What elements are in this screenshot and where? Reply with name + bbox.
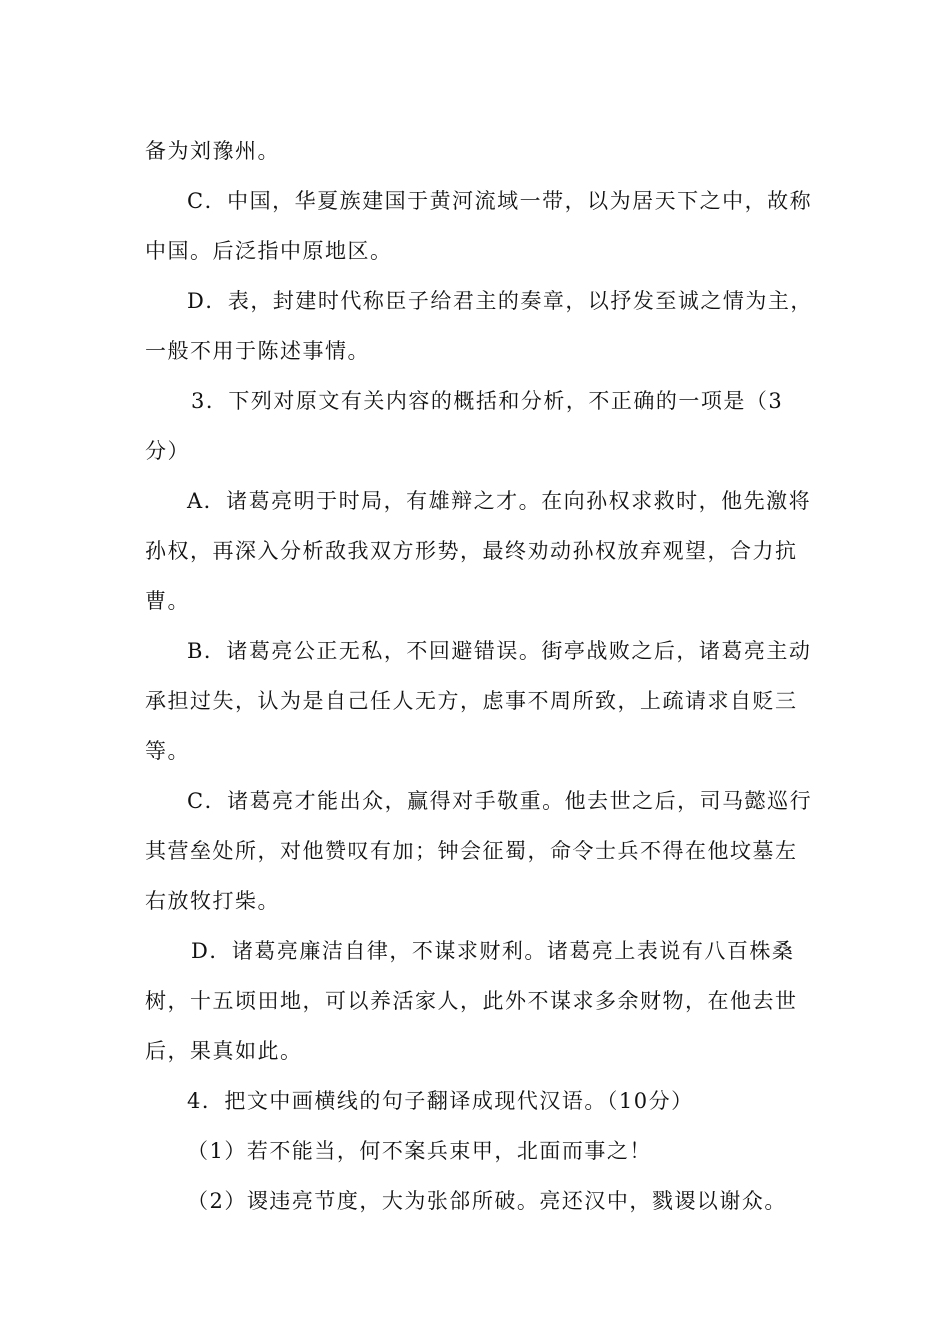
sentence-1-line: （1）若不能当，何不案兵束甲，北面而事之！ xyxy=(187,1139,652,1163)
question-3-line: 3．下列对原文有关内容的概括和分析，不正确的一项是（3 xyxy=(191,389,784,413)
text-line: 其营垒处所，对他赞叹有加；钟会征蜀，命令士兵不得在他坟墓左 xyxy=(145,839,798,863)
text-line: 树，十五顷田地，可以养活家人，此外不谋求多余财物，在他去世 xyxy=(145,989,798,1013)
option-b-line: B．诸葛亮公正无私，不回避错误。街亭战败之后，诸葛亮主动 xyxy=(187,639,812,663)
text-line: 分） xyxy=(145,439,190,463)
text-line: 右放牧打柴。 xyxy=(145,889,280,913)
option-d-line: D．诸葛亮廉洁自律，不谋求财利。诸葛亮上表说有八百株桑 xyxy=(191,939,795,963)
option-c-line: C．诸葛亮才能出众，赢得对手敬重。他去世之后，司马懿巡行 xyxy=(187,789,813,813)
sentence-2-line: （2）谡违亮节度，大为张郃所破。亮还汉中，戮谡以谢众。 xyxy=(187,1189,787,1213)
option-a-line: A．诸葛亮明于时局，有雄辩之才。在向孙权求救时，他先激将 xyxy=(187,489,812,513)
text-line: 后，果真如此。 xyxy=(145,1039,303,1063)
text-line: 一般不用于陈述事情。 xyxy=(145,339,370,363)
question-4-line: 4．把文中画横线的句子翻译成现代汉语。（10分） xyxy=(187,1089,694,1113)
text-line: 中国。后泛指中原地区。 xyxy=(145,239,393,263)
option-d-line: D．表，封建时代称臣子给君主的奏章，以抒发至诚之情为主， xyxy=(187,289,813,313)
option-c-line: C．中国，华夏族建国于黄河流域一带，以为居天下之中，故称 xyxy=(187,189,813,213)
text-line: 等。 xyxy=(145,739,190,763)
text-line: 曹。 xyxy=(145,589,190,613)
text-line: 孙权，再深入分析敌我双方形势，最终劝动孙权放弃观望，合力抗 xyxy=(145,539,798,563)
text-line: 备为刘豫州。 xyxy=(145,139,280,163)
text-line: 承担过失，认为是自己任人无方，虑事不周所致，上疏请求自贬三 xyxy=(145,689,798,713)
